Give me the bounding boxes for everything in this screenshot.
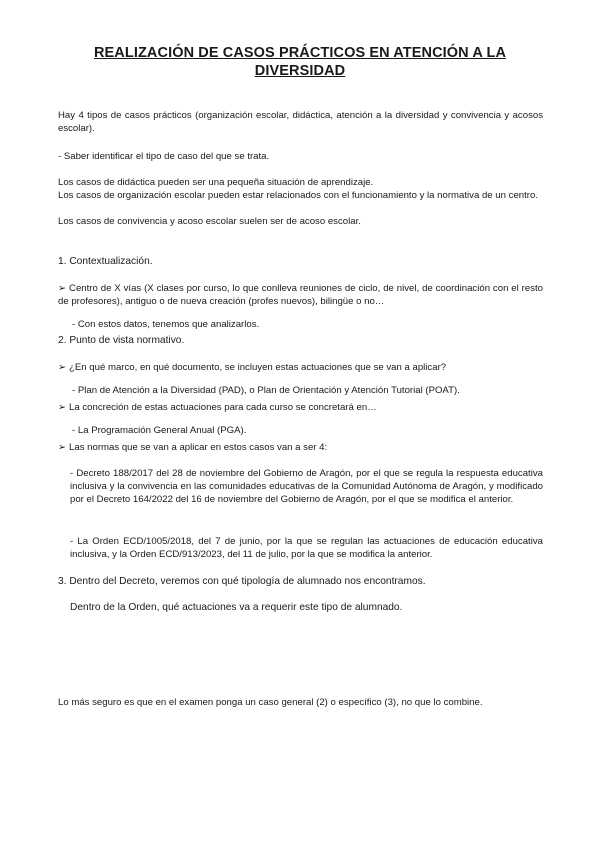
arrow-bullet-icon: ➢ [58,362,67,373]
bullet-text: ¿En qué marco, en qué documento, se incluyen estas actuaciones que se van a aplicar? [69,362,447,373]
section-3-sub: Dentro de la Orden, qué actuaciones va a requerir este tipo de alumnado. [70,602,403,613]
title-line-1: REALIZACIÓN DE CASOS PRÁCTICOS EN ATENCIÓN A LA [93,45,507,61]
arrow-bullet-icon: ➢ [58,283,67,294]
section-2-bullet-2-sub: - La Programación General Anual (PGA). [72,424,247,436]
section-2-bullet-1-sub: - Plan de Atención a la Diversidad (PAD), o Plan de Orientación y Atención Tutorial (POAT). [72,384,460,396]
type-convivencia: Los casos de convivencia y acoso escolar suelen ser de acoso escolar. [58,216,361,227]
section-1-sub: - Con estos datos, tenemos que analizarlos. [72,318,260,330]
section-1-bullet [58,282,543,308]
bullet-text: La concreción de estas actuaciones para cada curso se concretará en… [69,402,377,413]
section-2-bullet-3 [58,441,327,454]
document-title [60,44,540,80]
section-2-bullet-2 [58,401,377,414]
arrow-bullet-icon: ➢ [58,402,67,413]
section-1-heading: 1. Contextualización. [58,256,153,267]
bullet-text: Las normas que se van a aplicar en estos casos van a ser 4: [69,442,328,453]
decreto-paragraph: - Decreto 188/2017 del 28 de noviembre del Gobierno de Aragón, por el que se regula la respuesta educativa inclusiva y la convivencia en las comunidades educativas de la Comunidad Autónoma de Aragón, y modificado por el Decreto 164/2022 del 16 de noviembre del Gobierno de Aragón, por el que se modifica el anterior. [70,468,543,505]
type-didactica: Los casos de didáctica pueden ser una pequeña situación de aprendizaje. [58,177,374,188]
section-2-bullet-1 [58,361,446,374]
arrow-bullet-icon: ➢ [58,442,67,453]
intro-paragraph: Hay 4 tipos de casos prácticos (organización escolar, didáctica, atención a la diversidad y convivencia y acosos escolar). [58,110,543,134]
identify-line: - Saber identificar el tipo de caso del que se trata. [58,151,270,162]
section-2-heading: 2. Punto de vista normativo. [58,335,185,346]
bullet-text: Centro de X vías (X clases por curso, lo que conlleva reuniones de ciclo, de nivel, de coordinación con el resto de profesores), antiguo o de nueva creación (profes nuevos), bilingüe o no… [58,283,543,307]
section-3-heading: 3. Dentro del Decreto, veremos con qué tipología de alumnado nos encontramos. [58,576,426,587]
type-organizacion: Los casos de organización escolar pueden estar relacionados con el funcionamiento y la normativa de un centro. [58,190,538,201]
footer-note: Lo más seguro es que en el examen ponga un caso general (2) o específico (3), no que lo combine. [58,697,483,708]
title-line-2: DIVERSIDAD [254,63,346,79]
orden-paragraph: - La Orden ECD/1005/2018, del 7 de junio, por la que se regulan las actuaciones de educación educativa inclusiva, y la Orden ECD/913/2023, del 11 de julio, por la que se modifica la anterior. [70,536,543,560]
